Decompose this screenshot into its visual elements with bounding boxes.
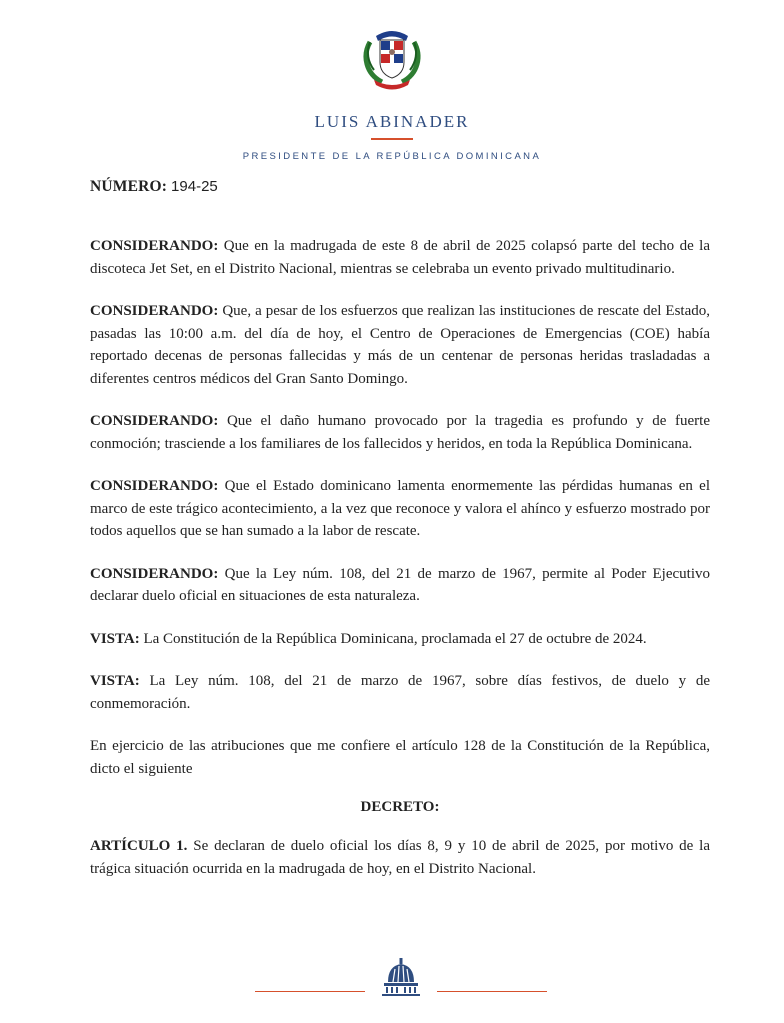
decree-number <box>90 178 710 196</box>
letterhead <box>0 22 784 162</box>
vista-2 <box>90 670 710 715</box>
paragraph-label: VISTA: <box>90 673 140 689</box>
articulo-1 <box>90 835 710 880</box>
paragraph-label: VISTA: <box>90 630 140 647</box>
paragraph-text: La Ley núm. 108, del 21 de marzo de 1967, sobre días festivos, de duelo y de conmemoración. <box>90 673 710 712</box>
decreto-heading: DECRETO: <box>360 799 440 815</box>
national-palace-dome-icon <box>378 958 424 998</box>
paragraph-text: Que en la madrugada de este 8 de abril de 2025 colapsó parte del techo de la discoteca Jet Set, en el Distrito Nacional, mientras se celebraba un evento privado multitudinario. <box>90 238 710 277</box>
president-title: PRESIDENTE DE LA REPÚBLICA DOMINICANA <box>242 151 542 162</box>
president-name: LUIS ABINADER <box>314 112 470 131</box>
considerando-5 <box>90 563 710 608</box>
paragraph-label: CONSIDERANDO: <box>90 303 219 319</box>
paragraph-text: Que la Ley núm. 108, del 21 de marzo de 1967, permite al Poder Ejecutivo declarar duelo oficial en situaciones de esta naturaleza. <box>90 565 710 604</box>
name-underline <box>371 138 413 140</box>
paragraph-label: CONSIDERANDO: <box>90 478 219 494</box>
vista-1 <box>90 628 710 651</box>
considerando-3 <box>90 410 710 455</box>
paragraph-text: La Constitución de la República Dominicana, proclamada el 27 de octubre de 2024. <box>143 630 647 647</box>
ejercicio-paragraph: En ejercicio de las atribuciones que me confiere el artículo 128 de la Constitución de la República, dicto el siguiente <box>90 738 710 777</box>
paragraph-text: Que, a pesar de los esfuerzos que realizan las instituciones de rescate del Estado, pasadas las 10:00 a.m. del día de hoy, el Centro de Operaciones de Emergencias (COE) había reportado decenas de personas fallecidas y más de un centenar de personas heridas trasladadas a diferentes centros médicos del Gran Santo Domingo. <box>90 303 710 387</box>
considerando-4 <box>90 475 710 543</box>
numero-value: 194-25 <box>171 178 218 195</box>
considerando-1 <box>90 235 710 280</box>
articulo-label: ARTÍCULO 1. <box>90 838 188 854</box>
paragraph-text: Que el Estado dominicano lamenta enormemente las pérdidas humanas en el marco de este trágico acontecimiento, a la vez que reconoce y valora el ahínco y esfuerzo mostrado por todos aquellos que se han sumado a la labor de rescate. <box>90 478 711 539</box>
footer <box>0 956 784 1006</box>
paragraph-label: CONSIDERANDO: <box>90 238 219 254</box>
numero-label: NÚMERO: <box>90 178 168 195</box>
footer-rule-left <box>255 991 365 992</box>
decree-body <box>90 178 710 880</box>
coat-of-arms-icon <box>356 22 428 94</box>
considerando-2 <box>90 300 710 390</box>
paragraph-label: CONSIDERANDO: <box>90 565 219 582</box>
footer-rule-right <box>437 991 547 992</box>
paragraph-label: CONSIDERANDO: <box>90 413 219 429</box>
articulo-text: Se declaran de duelo oficial los días 8, 9 y 10 de abril de 2025, por motivo de la trágica situación ocurrida en la madrugada de hoy, en el Distrito Nacional. <box>90 838 710 877</box>
paragraph-text: Que el daño humano provocado por la tragedia es profundo y de fuerte conmoción; trasciende a los familiares de los fallecidos y heridos, en toda la República Dominicana. <box>90 413 710 452</box>
